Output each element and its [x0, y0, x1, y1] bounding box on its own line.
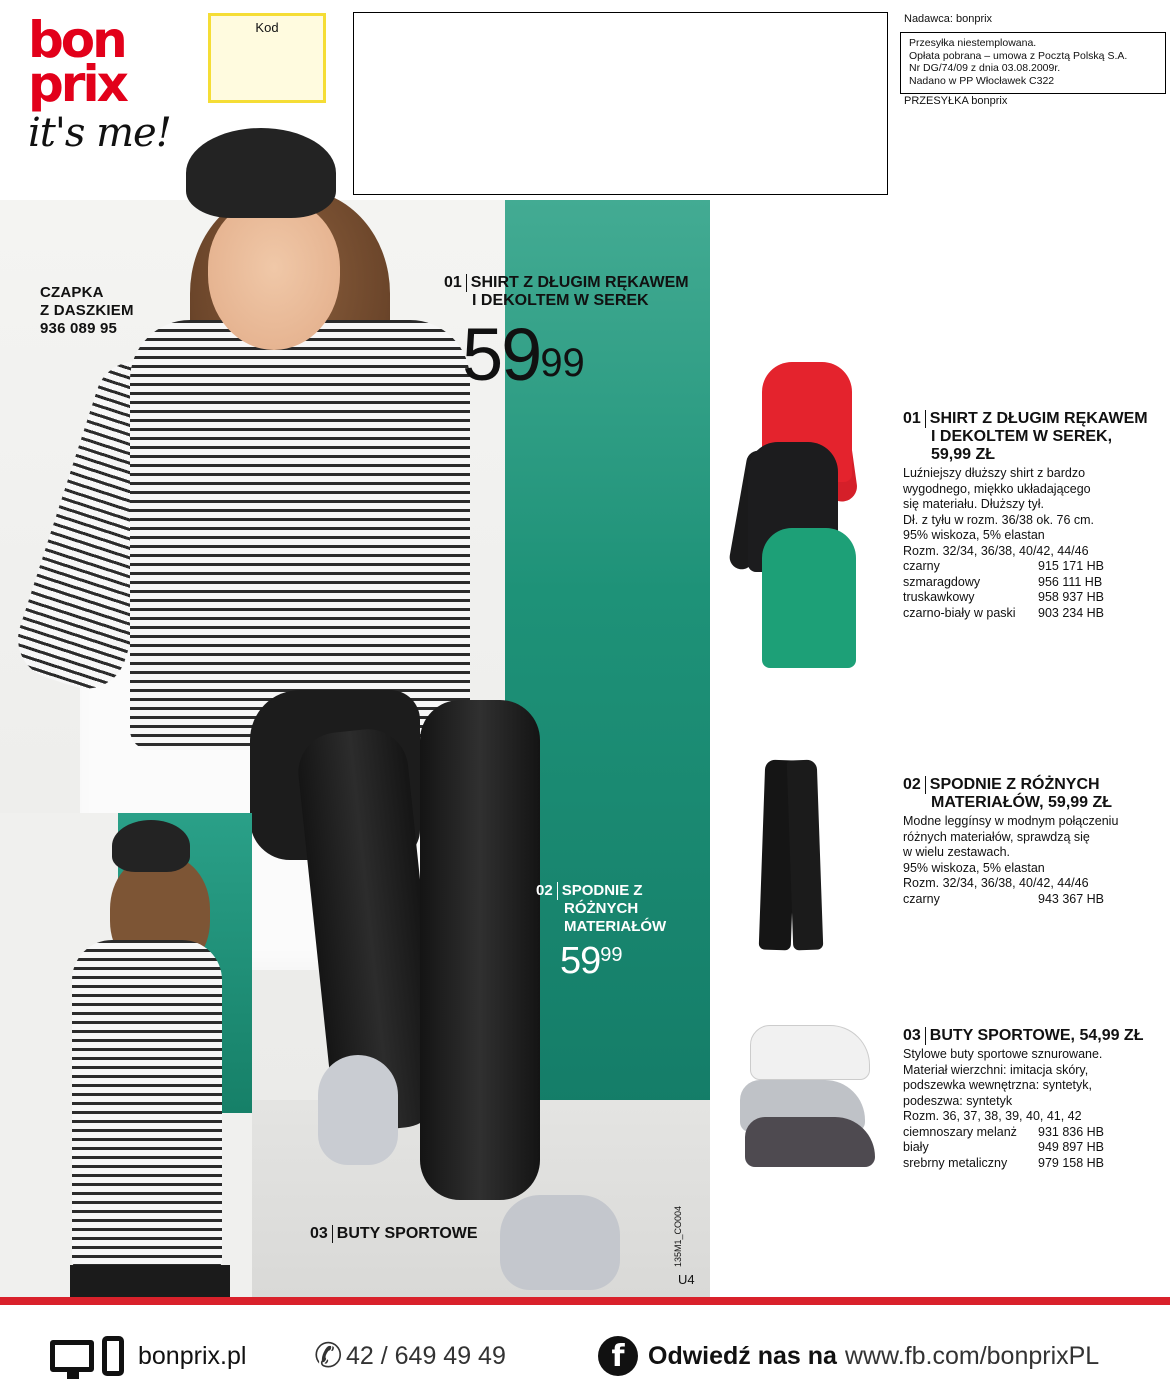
item02-price-cents: 99 — [600, 944, 623, 966]
cap-callout-line2: Z DASZKIEM — [40, 302, 134, 319]
logo-line1: bon — [28, 11, 125, 69]
monitor-icon — [50, 1340, 94, 1372]
product-03-desc: Rozm. 36, 37, 38, 39, 40, 41, 42 — [903, 1109, 1082, 1123]
variant-name: ciemnoszary melanż — [903, 1124, 1017, 1139]
kod-box — [208, 13, 326, 103]
variant-row — [903, 1156, 1168, 1172]
item02-price-main: 59 — [560, 940, 601, 982]
postage-stamp-box — [900, 32, 1166, 94]
przesylka-label: PRZESYŁKA bonprix — [904, 95, 1008, 107]
inset-model-shirt — [72, 940, 222, 1270]
leggings-image-right — [787, 760, 824, 951]
shirt-green-image — [762, 528, 856, 668]
product-02-desc: różnych materiałów, sprawdzą się — [903, 829, 1090, 844]
kod-label: Kod — [255, 20, 279, 35]
product-03-info — [903, 1027, 1168, 1171]
cap-callout-line1: CZAPKA — [40, 284, 104, 301]
product-01-desc: Dł. z tyłu w rozm. 36/38 ok. 76 cm. — [903, 512, 1095, 527]
product-01-desc: wygodnego, miękko układającego — [903, 481, 1091, 496]
page-label: U4 — [678, 1272, 695, 1287]
model-leg-right — [420, 700, 540, 1200]
item02-title-line1: SPODNIE Z — [561, 882, 643, 899]
product-01-desc: Luźniejszy dłuższy shirt z bardzo — [903, 466, 1086, 480]
footer-phone-text: 42 / 649 49 49 — [346, 1341, 506, 1370]
item03-label: BUTY SPORTOWE — [336, 1225, 478, 1242]
item02-price — [560, 940, 623, 983]
variant-code: 956 111 HB — [1038, 574, 1103, 589]
inset-model-legs — [70, 1265, 230, 1297]
footer-website-text: bonprix.pl — [138, 1341, 247, 1370]
item01-title-line1: SHIRT Z DŁUGIM RĘKAWEM — [470, 274, 689, 291]
variant-row — [903, 606, 1168, 622]
product-02-title1: SPODNIE Z RÓŻNYCH — [929, 776, 1100, 793]
bonprix-logo — [28, 11, 178, 156]
variant-code: 949 897 HB — [1038, 1140, 1105, 1154]
footer-phone[interactable] — [314, 1336, 506, 1376]
variant-code: 958 937 HB — [1038, 590, 1105, 604]
product-02-desc: 95% wiskoza, 5% elastan — [903, 860, 1045, 875]
address-box — [353, 12, 888, 195]
inset-model-cap — [112, 820, 190, 872]
variant-row — [903, 1140, 1168, 1156]
logo-line2: prix — [28, 55, 126, 113]
product-01-info — [903, 410, 1168, 621]
variant-row — [903, 575, 1168, 591]
variant-code: 943 367 HB — [1038, 891, 1105, 906]
variant-name: czarny — [903, 891, 940, 906]
stamp-line: Przesyłka niestemplowana. — [909, 37, 1037, 49]
item01-price-cents: 99 — [540, 341, 585, 385]
variant-row — [903, 559, 1168, 575]
product-01-number: 01 — [903, 410, 926, 428]
item01-title-line2: I DEKOLTEM W SEREK — [472, 292, 649, 309]
variant-name: szmaragdowy — [903, 574, 981, 589]
smartphone-icon — [102, 1336, 124, 1376]
model-face — [208, 200, 340, 350]
variant-code: 931 836 HB — [1038, 1124, 1105, 1139]
stamp-line: Nadano w PP Włocławek C322 — [909, 74, 1055, 87]
product-01-desc: się materiału. Dłuższy tył. — [903, 497, 1045, 511]
model-sneaker-left — [318, 1055, 398, 1165]
item01-number: 01 — [444, 274, 467, 292]
variant-name: czarno-biały w paski — [903, 605, 1016, 620]
variant-code: 979 158 HB — [1038, 1155, 1105, 1170]
model-sneaker-right — [500, 1195, 620, 1290]
variant-name: czarny — [903, 559, 940, 573]
item03-callout — [310, 1225, 478, 1243]
product-02-title2: MATERIAŁÓW, 59,99 ZŁ — [931, 794, 1113, 811]
product-01-title1: SHIRT Z DŁUGIM RĘKAWEM — [929, 410, 1148, 427]
variant-code: 915 171 HB — [1038, 559, 1105, 573]
logo-tagline: it's me! — [28, 110, 171, 156]
vertical-catalog-code: 135M1_CO004 — [673, 1205, 683, 1267]
stamp-line: Opłata pobrana – umowa z Pocztą Polską S.A. — [909, 49, 1128, 62]
product-02-number: 02 — [903, 776, 926, 794]
footer-facebook[interactable] — [598, 1336, 1099, 1376]
product-02-desc: w wielu zestawach. — [903, 845, 1010, 859]
item02-number: 02 — [536, 882, 558, 900]
variant-row — [903, 892, 1168, 908]
product-03-desc: Stylowe buty sportowe sznurowane. — [903, 1047, 1103, 1061]
sender-text: Nadawca: bonprix — [904, 13, 993, 25]
product-02-info — [903, 776, 1168, 907]
product-01-title2: I DEKOLTEM W SEREK, — [931, 428, 1113, 445]
variant-row — [903, 1125, 1168, 1141]
variant-name: srebrny metaliczny — [903, 1155, 1008, 1170]
item02-title-line3: MATERIAŁÓW — [564, 918, 667, 935]
footer-fb-lead: Odwiedź nas na — [648, 1341, 837, 1370]
sneaker-grey-image — [745, 1117, 875, 1167]
variant-name: biały — [903, 1140, 929, 1154]
model-striped-shirt — [130, 320, 470, 750]
stamp-line: Nr DG/74/09 z dnia 03.08.2009r. — [909, 62, 1061, 74]
footer-red-line — [0, 1297, 1170, 1305]
item01-price-main: 59 — [462, 313, 541, 396]
item02-title-line2: RÓŻNYCH — [564, 900, 639, 917]
product-03-desc: podeszwa: syntetyk — [903, 1093, 1013, 1108]
footer-website[interactable] — [50, 1336, 246, 1376]
product-01-title3: 59,99 ZŁ — [931, 446, 996, 463]
variant-code: 903 234 HB — [1038, 605, 1105, 620]
variant-name: truskawkowy — [903, 590, 975, 604]
item02-callout — [536, 882, 666, 936]
facebook-icon: f — [598, 1336, 638, 1376]
sneaker-white-image — [750, 1025, 870, 1080]
item01-price — [462, 305, 585, 405]
item03-number: 03 — [310, 1225, 333, 1243]
product-03-number: 03 — [903, 1027, 926, 1045]
cap-callout — [40, 284, 134, 338]
cap-callout-code: 936 089 95 — [40, 320, 118, 337]
product-03-desc: Materiał wierzchni: imitacja skóry, — [903, 1062, 1089, 1077]
product-03-desc: podszewka wewnętrzna: syntetyk, — [903, 1078, 1092, 1092]
product-03-title1: BUTY SPORTOWE, 54,99 ZŁ — [929, 1027, 1144, 1044]
product-02-desc: Rozm. 32/34, 36/38, 40/42, 44/46 — [903, 876, 1089, 890]
variant-row — [903, 590, 1168, 606]
phone-handset-icon: ✆ — [314, 1337, 343, 1375]
product-01-desc: Rozm. 32/34, 36/38, 40/42, 44/46 — [903, 543, 1089, 558]
footer-fb-url: www.fb.com/bonprixPL — [844, 1341, 1100, 1370]
model-cap — [186, 128, 336, 218]
product-01-desc: 95% wiskoza, 5% elastan — [903, 528, 1045, 542]
product-02-desc: Modne leggínsy w modnym połączeniu — [903, 814, 1119, 828]
